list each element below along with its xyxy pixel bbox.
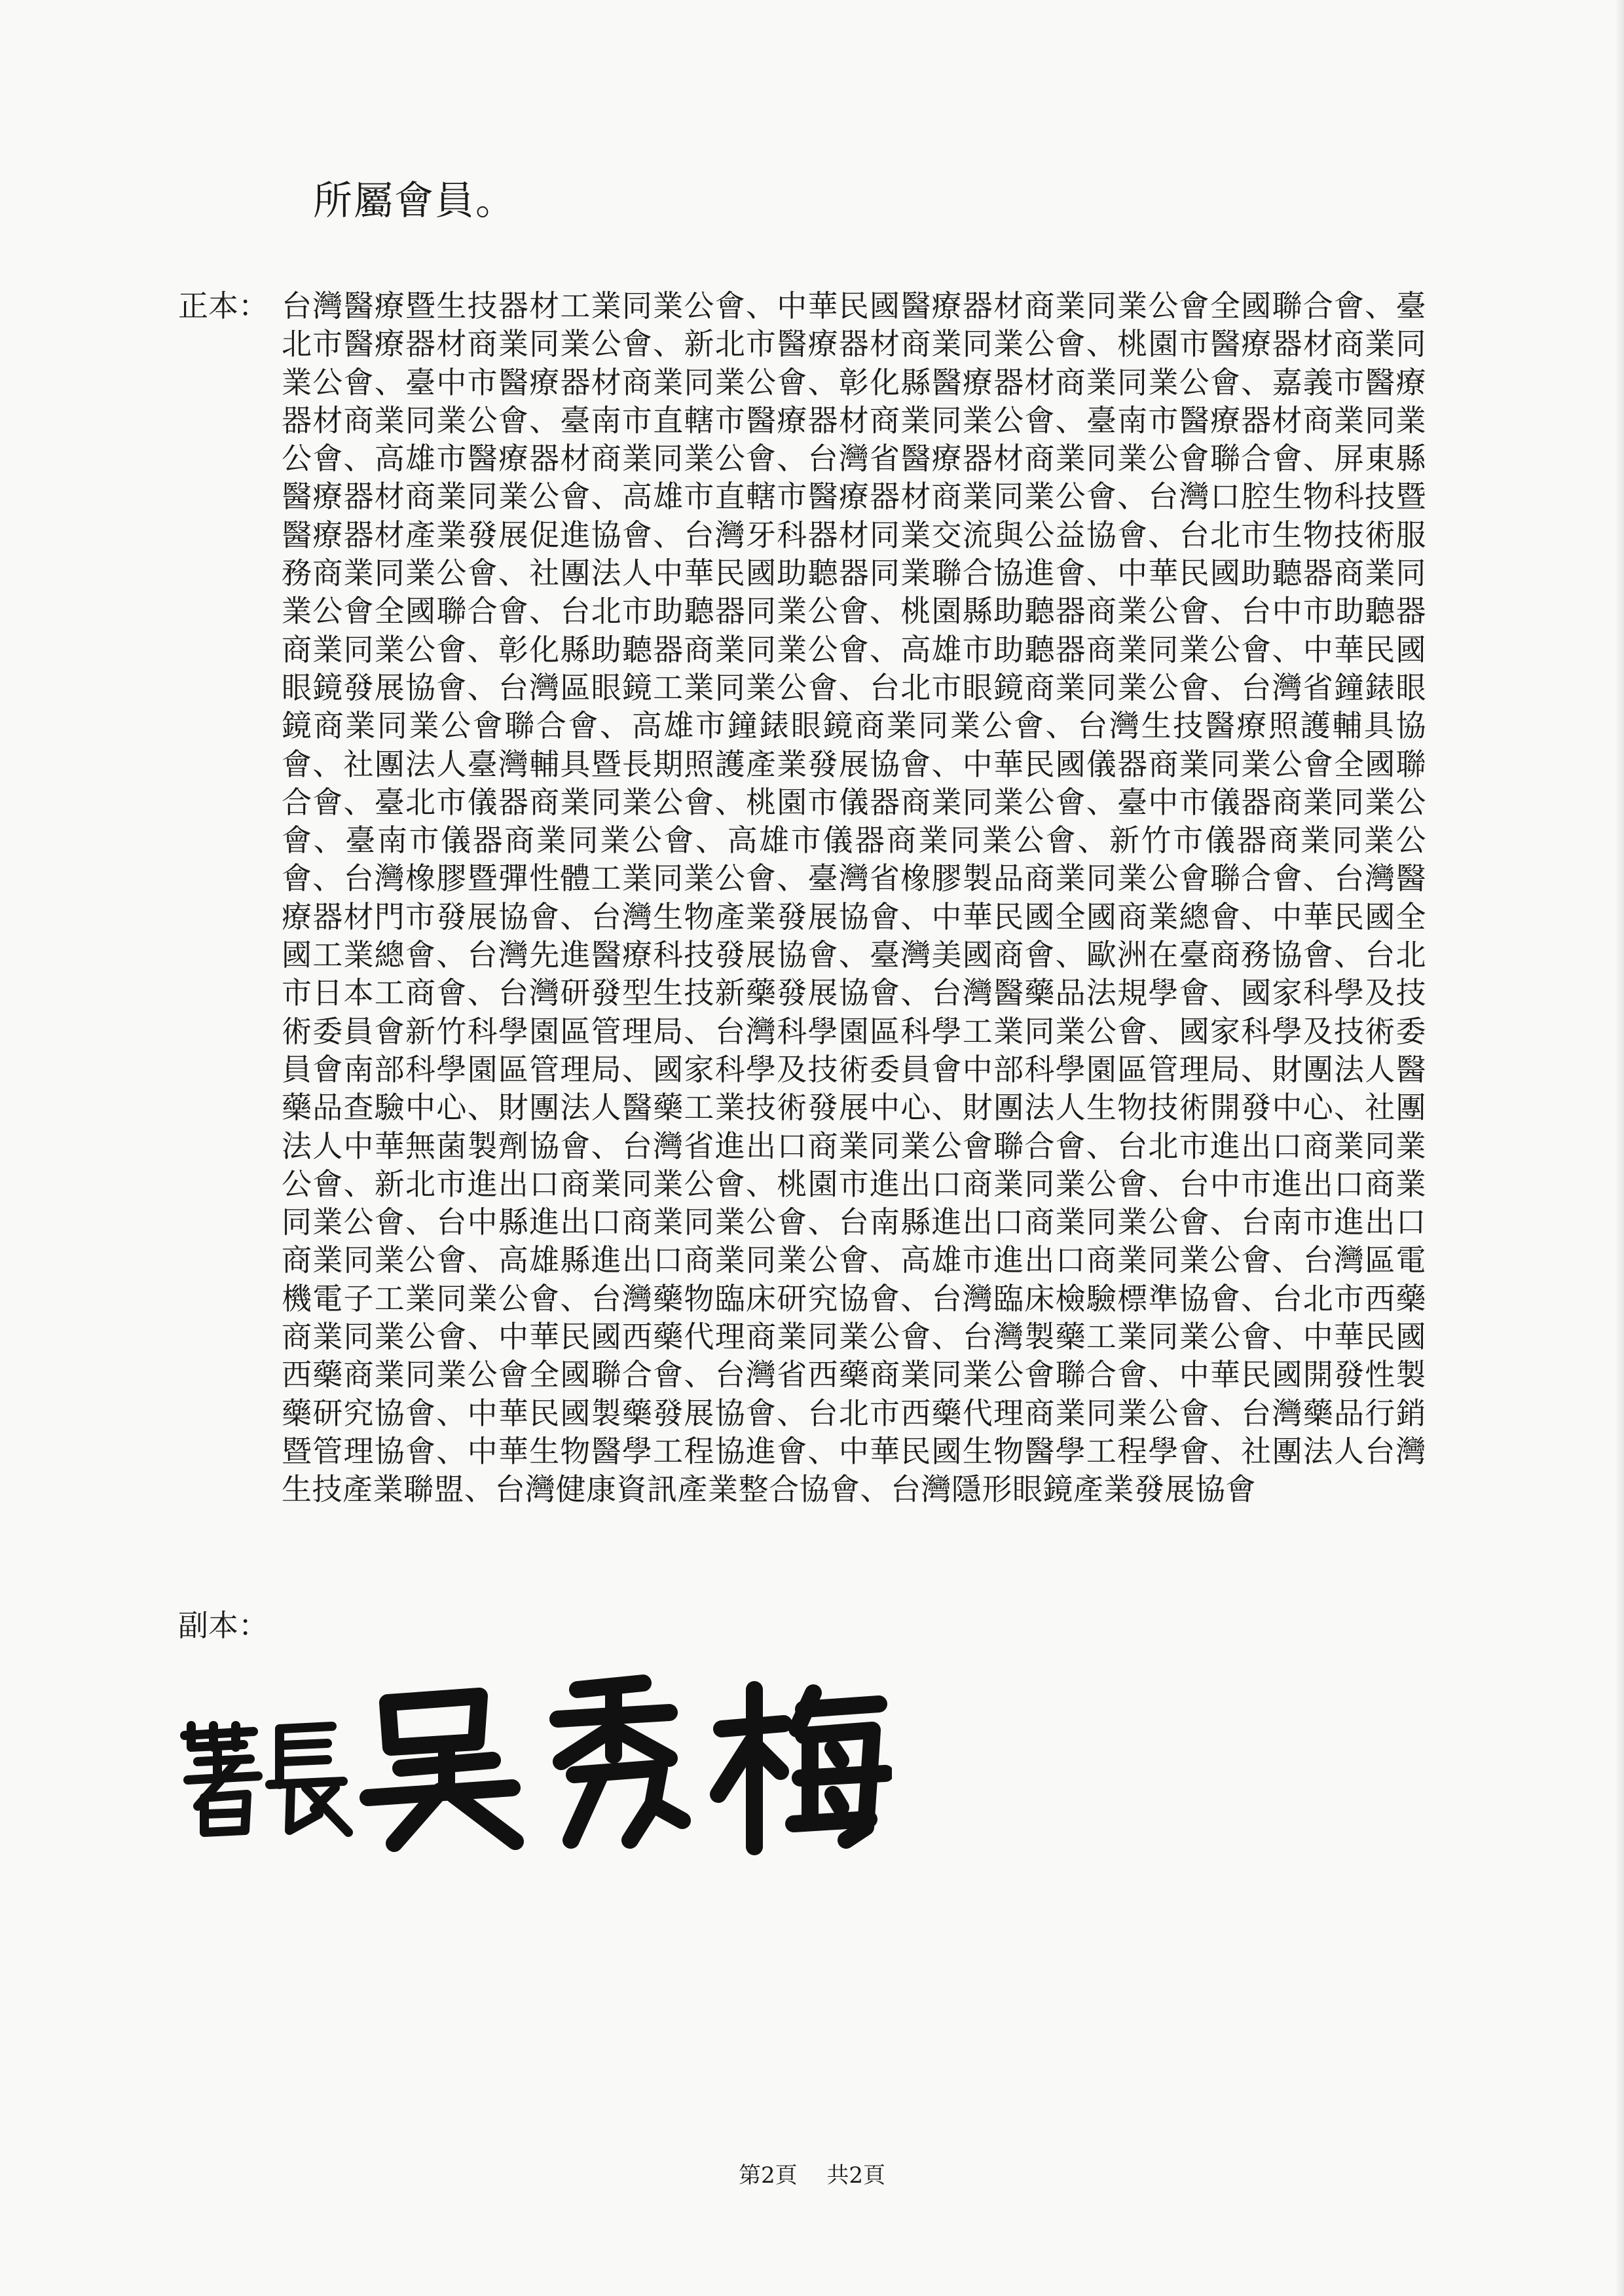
original-recipients-label: 正本： bbox=[178, 288, 268, 324]
director-signature-seal bbox=[172, 1663, 892, 1860]
continuation-text: 所屬會員。 bbox=[313, 178, 516, 224]
original-recipients-list: 台灣醫療暨生技器材工業同業公會、中華民國醫療器材商業同業公會全國聯合會、臺北市醫療器材商業同業公會、新北市醫療器材商業同業公會、桃園市醫療器材商業同業公會、臺中市醫療器材商業同業公會、彰化縣醫療器材商業同業公會、嘉義市醫療器材商業同業公會、臺南市直轄市醫療器材商業同業公會、臺南市醫療器材商業同業公會、高雄市醫療器材商業同業公會、台灣省醫療器材商業同業公會聯合會、屏東縣醫療器材商業同業公會、高雄市直轄市醫療器材商業同業公會、台灣口腔生物科技暨醫療器材產業發展促進協會、台灣牙科器材同業交流與公益協會、台北市生物技術服務商業同業公會、社團法人中華民國助聽器同業聯合協進會、中華民國助聽器商業同業公會全國聯合會、台北市助聽器同業公會、桃園縣助聽器商業公會、台中市助聽器商業同業公會、彰化縣助聽器商業同業公會、高雄市助聽器商業同業公會、中華民國眼鏡發展協會、台灣區眼鏡工業同業公會、台北市眼鏡商業同業公會、台灣省鐘錶眼鏡商業同業公會聯合會、高雄市鐘錶眼鏡商業同業公會、台灣生技醫療照護輔具協會、社團法人臺灣輔具暨長期照護產業發展協會、中華民國儀器商業同業公會全國聯合會、臺北市儀器商業同業公會、桃園市儀器商業同業公會、臺中市儀器商業同業公會、臺南市儀器商業同業公會、高雄市儀器商業同業公會、新竹市儀器商業同業公會、台灣橡膠暨彈性體工業同業公會、臺灣省橡膠製品商業同業公會聯合會、台灣醫療器材門市發展協會、台灣生物產業發展協會、中華民國全國商業總會、中華民國全國工業總會、台灣先進醫療科技發展協會、臺灣美國商會、歐洲在臺商務協會、台北市日本工商會、台灣研發型生技新藥發展協會、台灣醫藥品法規學會、國家科學及技術委員會新竹科學園區管理局、台灣科學園區科學工業同業公會、國家科學及技術委員會南部科學園區管理局、國家科學及技術委員會中部科學園區管理局、財團法人醫藥品查驗中心、財團法人醫藥工業技術發展中心、財團法人生物技術開發中心、社團法人中華無菌製劑協會、台灣省進出口商業同業公會聯合會、台北市進出口商業同業公會、新北市進出口商業同業公會、桃園市進出口商業同業公會、台中市進出口商業同業公會、台中縣進出口商業同業公會、台南縣進出口商業同業公會、台南市進出口商業同業公會、高雄縣進出口商業同業公會、高雄市進出口商業同業公會、台灣區電機電子工業同業公會、台灣藥物臨床研究協會、台灣臨床檢驗標準協會、台北市西藥商業同業公會、中華民國西藥代理商業同業公會、台灣製藥工業同業公會、中華民國西藥商業同業公會全國聯合會、台灣省西藥商業同業公會聯合會、中華民國開發性製藥研究協會、中華民國製藥發展協會、台北市西藥代理商業同業公會、台灣藥品行銷暨管理協會、中華生物醫學工程協進會、中華民國生物醫學工程學會、社團法人台灣生技產業聯盟、台灣健康資訊產業整合協會、台灣隱形眼鏡產業發展協會 bbox=[282, 288, 1426, 1508]
scan-edge-shadow bbox=[1615, 0, 1624, 2296]
page-number-footer: 第2頁 共2頁 bbox=[738, 2162, 886, 2189]
copy-recipients-label: 副本： bbox=[178, 1608, 268, 1643]
